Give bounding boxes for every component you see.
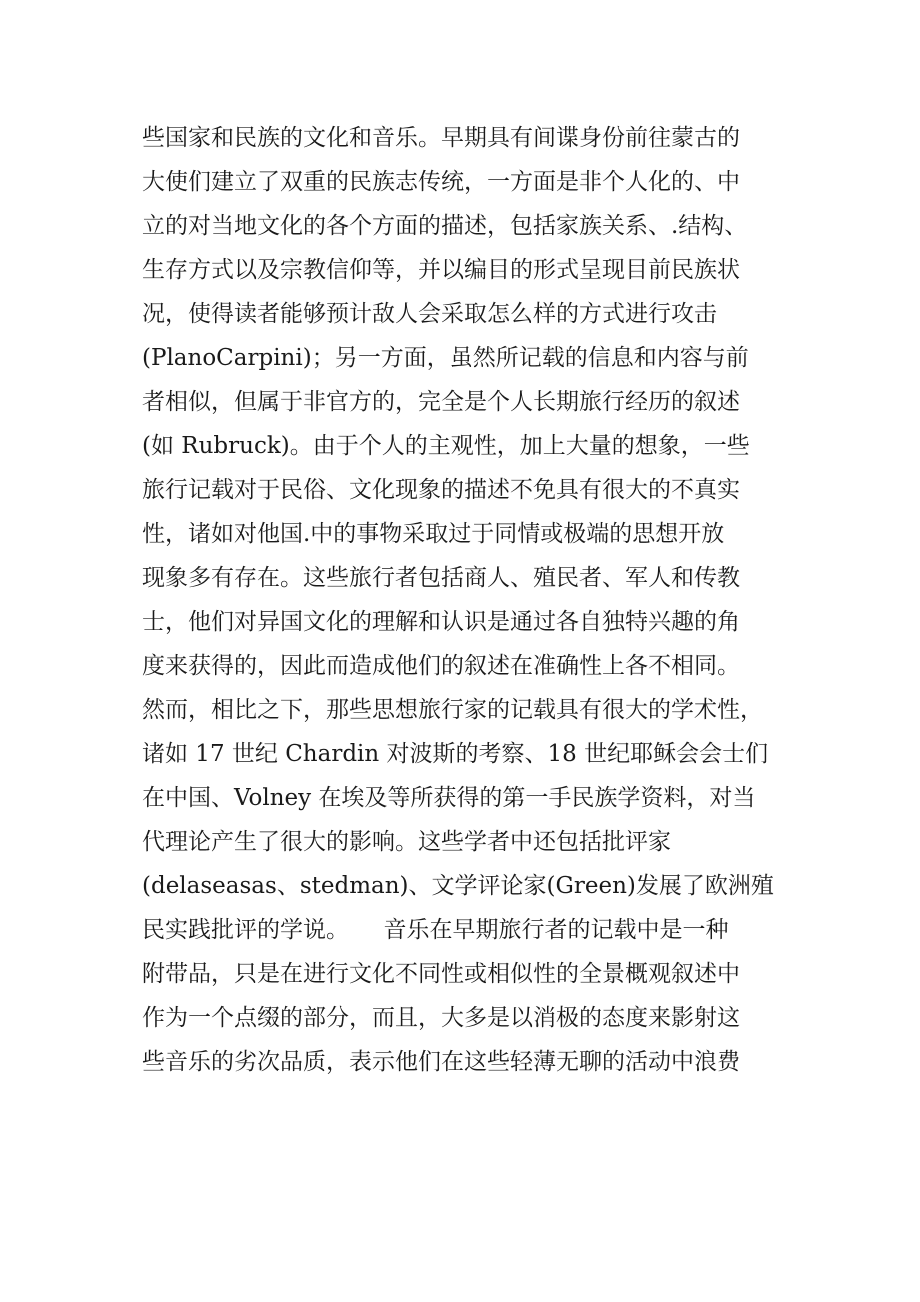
- text-line: 生存方式以及宗教信仰等，并以编目的形式呈现目前民族状: [142, 257, 740, 283]
- text-line: 立的对当地文化的各个方面的描述，包括家族关系、.结构、: [142, 213, 748, 239]
- text-line: 大使们建立了双重的民族志传统，一方面是非个人化的、中: [142, 169, 740, 195]
- text-line: 代理论产生了很大的影响。这些学者中还包括批评家: [142, 829, 671, 855]
- text-line: 况，使得读者能够预计敌人会采取怎么样的方式进行攻击: [142, 301, 717, 327]
- text-line: (delaseasas、stedman)、文学评论家(Green)发展了欧洲殖: [142, 873, 774, 899]
- text-line: 士，他们对异国文化的理解和认识是通过各自独特兴趣的角: [142, 609, 740, 635]
- text-line: 民实践批评的学说。 音乐在早期旅行者的记载中是一种: [142, 917, 729, 943]
- text-line: 些音乐的劣次品质，表示他们在这些轻薄无聊的活动中浪费: [142, 1049, 740, 1075]
- text-line: 现象多有存在。这些旅行者包括商人、殖民者、军人和传教: [142, 565, 740, 591]
- text-line: 然而，相比之下，那些思想旅行家的记载具有很大的学术性，: [142, 697, 763, 723]
- text-line: 作为一个点缀的部分，而且，大多是以消极的态度来影射这: [142, 1005, 740, 1031]
- text-line: (如 Rubruck)。由于个人的主观性，加上大量的想象，一些: [142, 433, 750, 459]
- text-line: 者相似，但属于非官方的，完全是个人长期旅行经历的叙述: [142, 389, 740, 415]
- text-line: 性，诸如对他国.中的事物采取过于同情或极端的思想开放: [142, 521, 725, 547]
- text-line: 些国家和民族的文化和音乐。早期具有间谍身份前往蒙古的: [142, 125, 740, 151]
- text-line: 在中国、Volney 在埃及等所获得的第一手民族学资料，对当: [142, 785, 756, 811]
- text-line: (PlanoCarpini)；另一方面，虽然所记载的信息和内容与前: [142, 345, 749, 371]
- text-line: 度来获得的，因此而造成他们的叙述在准确性上各不相同。: [142, 653, 740, 679]
- body-text: [142, 116, 802, 1084]
- text-line: 诸如 17 世纪 Chardin 对波斯的考察、18 世纪耶稣会会士们: [142, 741, 769, 767]
- text-line: 旅行记载对于民俗、文化现象的描述不免具有很大的不真实: [142, 477, 740, 503]
- text-line: 附带品，只是在进行文化不同性或相似性的全景概观叙述中: [142, 961, 740, 987]
